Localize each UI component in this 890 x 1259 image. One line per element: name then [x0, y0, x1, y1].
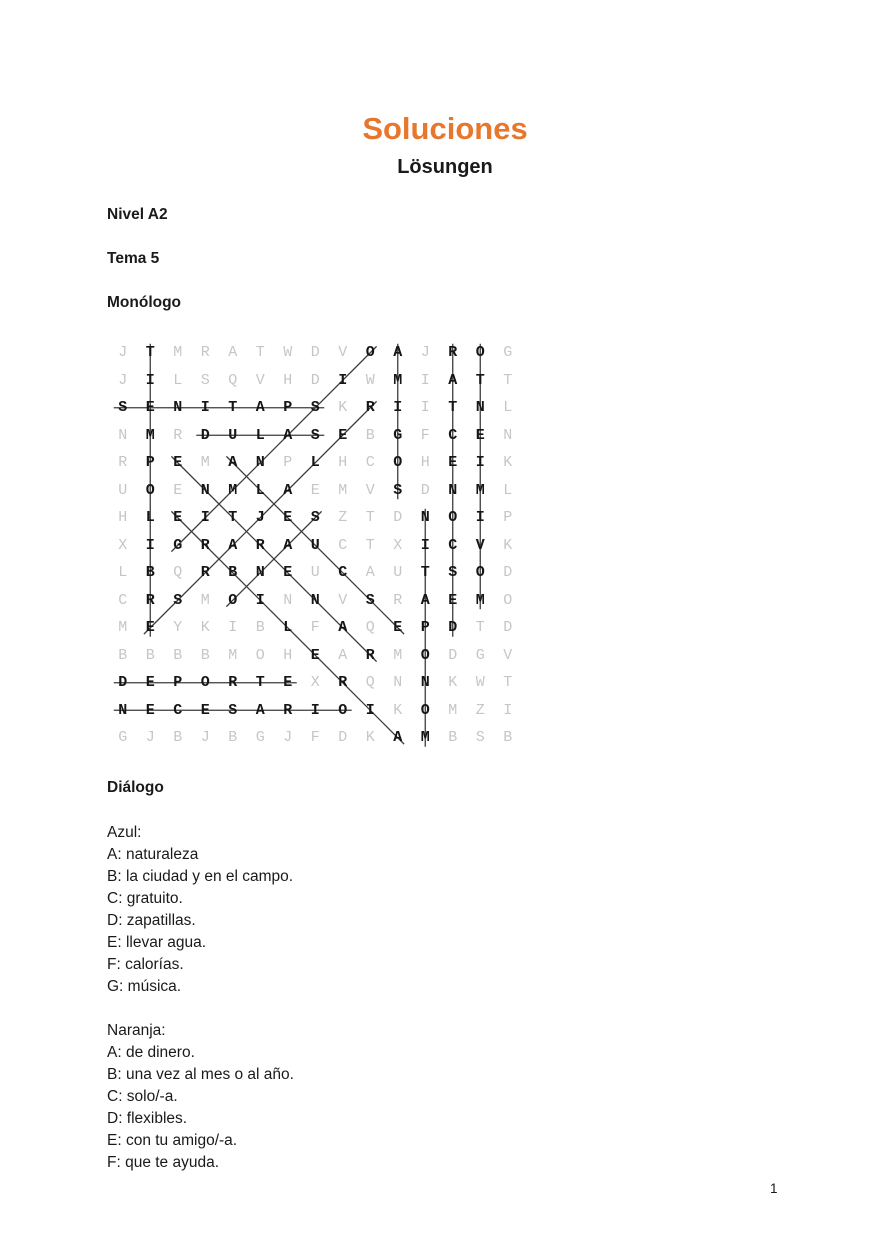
grid-letter: A: [338, 619, 348, 636]
grid-letter: B: [118, 646, 128, 664]
grid-letter: N: [420, 509, 430, 526]
grid-letter: S: [448, 564, 458, 581]
grid-letter: I: [503, 701, 513, 719]
grid-letter: E: [173, 454, 183, 471]
answer-item: D: flexibles.: [107, 1110, 188, 1127]
grid-letter: E: [283, 509, 293, 526]
grid-letter: B: [200, 646, 210, 664]
grid-letter: M: [393, 646, 403, 664]
grid-letter: O: [145, 481, 155, 499]
grid-letter: G: [173, 536, 183, 554]
grid-letter: K: [448, 674, 458, 691]
grid-letter: A: [365, 564, 375, 581]
grid-letter: P: [283, 399, 293, 416]
page-title: Soluciones: [362, 111, 528, 146]
grid-letter: B: [228, 564, 238, 581]
grid-letter: R: [338, 674, 348, 691]
grid-letter: U: [393, 564, 403, 581]
grid-letter: E: [145, 701, 155, 719]
grid-letter: E: [448, 591, 458, 609]
grid-letter: R: [200, 344, 210, 361]
grid-letter: V: [255, 371, 265, 389]
answer-item: B: una vez al mes o al año.: [107, 1066, 294, 1083]
grid-letter: V: [475, 536, 485, 554]
grid-letter: U: [310, 536, 320, 554]
grid-letter: R: [228, 674, 238, 691]
grid-letter: T: [475, 619, 485, 636]
grid-letter: L: [255, 426, 265, 444]
grid-letter: G: [475, 646, 485, 664]
grid-letter: D: [118, 674, 128, 691]
grid-letter: E: [448, 454, 458, 471]
grid-letter: A: [283, 426, 293, 444]
grid-letter: D: [448, 619, 458, 636]
grid-letter: L: [173, 371, 183, 389]
grid-letter: N: [448, 481, 458, 499]
grid-letter: B: [365, 426, 375, 444]
grid-letter: F: [420, 426, 430, 444]
grid-letter: R: [365, 646, 375, 664]
grid-letter: C: [173, 701, 183, 719]
grid-letter: M: [420, 729, 430, 746]
grid-letter: N: [173, 399, 183, 416]
grid-letter: E: [475, 426, 485, 444]
grid-letter: I: [255, 591, 265, 609]
grid-letter: B: [173, 729, 183, 746]
azul-answers: [107, 822, 293, 998]
grid-letter: L: [145, 509, 155, 526]
grid-letter: M: [475, 591, 485, 609]
answer-item: C: solo/-a.: [107, 1088, 178, 1105]
grid-letter: M: [475, 481, 485, 499]
grid-letter: O: [365, 344, 375, 361]
grid-letter: A: [283, 536, 293, 554]
grid-letter: K: [365, 729, 375, 746]
grid-letter: J: [118, 344, 128, 361]
grid-letter: L: [503, 481, 513, 499]
grid-letter: C: [448, 536, 458, 554]
grid-letter: N: [200, 481, 210, 499]
grid-letter: O: [503, 591, 513, 609]
grid-letter: H: [283, 371, 293, 389]
grid-letter: R: [448, 344, 458, 361]
grid-letter: D: [200, 426, 210, 444]
grid-letter: H: [420, 454, 430, 471]
grid-letter: L: [503, 399, 513, 416]
grid-letter: O: [228, 591, 238, 609]
grid-letter: D: [310, 371, 320, 389]
grid-letter: R: [145, 591, 155, 609]
grid-letter: O: [338, 701, 348, 719]
answer-item: G: música.: [107, 978, 182, 995]
grid-letter: R: [255, 536, 265, 554]
grid-letter: J: [420, 344, 430, 361]
grid-letter: M: [338, 481, 348, 499]
grid-letter: I: [365, 701, 375, 719]
grid-letter: L: [283, 619, 293, 636]
grid-letter: T: [503, 371, 513, 389]
grid-letter: A: [283, 481, 293, 499]
answer-item: F: calorías.: [107, 956, 184, 973]
grid-letter: D: [503, 619, 513, 636]
grid-letter: P: [420, 619, 430, 636]
answer-item: E: con tu amigo/-a.: [107, 1132, 238, 1149]
grid-letter: X: [118, 536, 128, 554]
grid-letter: E: [173, 481, 183, 499]
grid-letter: S: [365, 591, 375, 609]
grid-letter: M: [393, 371, 403, 389]
grid-letter: N: [393, 674, 403, 691]
grid-letter: I: [200, 399, 210, 416]
heading-monologo: Monólogo: [107, 294, 182, 311]
grid-letter: E: [145, 399, 155, 416]
grid-letter: A: [448, 371, 458, 389]
grid-letter: W: [283, 344, 293, 361]
grid-letter: B: [145, 564, 155, 581]
grid-letter: M: [118, 619, 128, 636]
grid-letter: J: [255, 509, 265, 526]
grid-letter: C: [448, 426, 458, 444]
grid-letter: L: [255, 481, 265, 499]
grid-letter: A: [228, 344, 238, 361]
grid-letter: V: [338, 344, 348, 361]
grid-letter: Q: [365, 619, 375, 636]
grid-letter: D: [503, 564, 513, 581]
grid-letter: N: [420, 674, 430, 691]
grid-letter: A: [338, 646, 348, 664]
grid-letter: B: [173, 646, 183, 664]
grid-letter: J: [145, 729, 155, 746]
grid-letter: Q: [173, 564, 183, 581]
grid-letter: P: [173, 674, 183, 691]
grid-letter: D: [448, 646, 458, 664]
grid-letter: J: [200, 729, 210, 746]
grid-letter: O: [200, 674, 210, 691]
grid-letter: A: [393, 729, 403, 746]
page-subtitle: Lösungen: [397, 156, 493, 178]
grid-letter: I: [145, 371, 155, 389]
heading-tema: Tema 5: [107, 250, 160, 267]
grid-letter: Z: [475, 701, 485, 719]
grid-letter: S: [310, 426, 320, 444]
answer-item: C: gratuito.: [107, 890, 183, 907]
grid-letter: O: [420, 701, 430, 719]
grid-letter: D: [393, 509, 403, 526]
grid-letter: I: [338, 371, 348, 389]
grid-letter: H: [118, 509, 128, 526]
answer-item: A: de dinero.: [107, 1044, 195, 1061]
grid-letter: A: [420, 591, 430, 609]
grid-letter: M: [200, 591, 210, 609]
grid-letter: O: [448, 509, 458, 526]
grid-letter: Z: [338, 509, 348, 526]
word-search-grid: [109, 339, 522, 752]
grid-letter: M: [145, 426, 155, 444]
grid-letter: P: [145, 454, 155, 471]
grid-letter: L: [310, 454, 320, 471]
grid-letter: R: [283, 701, 293, 719]
grid-letter: G: [393, 426, 403, 444]
grid-letter: E: [310, 646, 320, 664]
grid-letter: B: [228, 729, 238, 746]
answer-item: F: que te ayuda.: [107, 1154, 220, 1171]
grid-letter: J: [118, 371, 128, 389]
grid-letter: G: [503, 344, 513, 361]
grid-letter: S: [310, 509, 320, 526]
grid-letter: N: [283, 591, 293, 609]
grid-letter: O: [475, 344, 485, 361]
answer-item: E: llevar agua.: [107, 934, 207, 951]
grid-letter: X: [393, 536, 403, 554]
grid-letter: R: [200, 536, 210, 554]
grid-letter: I: [228, 619, 238, 636]
grid-letter: F: [310, 729, 320, 746]
grid-letter: Y: [173, 619, 183, 636]
grid-letter: I: [393, 399, 403, 416]
page-number: 1: [770, 1181, 778, 1196]
grid-letter: Q: [228, 371, 238, 389]
grid-letter: O: [420, 646, 430, 664]
grid-letter: E: [283, 564, 293, 581]
grid-letter: S: [228, 701, 238, 719]
grid-letter: M: [228, 646, 238, 664]
grid-letter: U: [228, 426, 238, 444]
grid-letter: K: [503, 536, 513, 554]
grid-letter: J: [283, 729, 293, 746]
grid-letter: X: [310, 674, 320, 691]
grid-letter: G: [255, 729, 265, 746]
answer-item: B: la ciudad y en el campo.: [107, 868, 294, 885]
grid-letter: T: [228, 509, 238, 526]
grid-letter: T: [365, 536, 375, 554]
answer-item: A: naturaleza: [107, 846, 199, 863]
grid-letter: G: [118, 729, 128, 746]
grid-letter: T: [145, 344, 155, 361]
grid-letter: K: [338, 399, 348, 416]
grid-letter: I: [420, 536, 430, 554]
grid-letter: I: [475, 454, 485, 471]
grid-letter: R: [393, 591, 403, 609]
grid-letter: N: [118, 701, 128, 719]
grid-letter: C: [118, 591, 128, 609]
grid-letter: E: [338, 426, 348, 444]
grid-letter: B: [255, 619, 265, 636]
grid-letter: C: [338, 564, 348, 581]
grid-letter: E: [145, 674, 155, 691]
heading-nivel: Nivel A2: [107, 206, 168, 223]
grid-letter: V: [338, 591, 348, 609]
grid-letter: P: [283, 454, 293, 471]
grid-letter: U: [118, 481, 128, 499]
grid-letter: E: [200, 701, 210, 719]
grid-letter: E: [283, 674, 293, 691]
grid-letter: A: [393, 344, 403, 361]
grid-letter: R: [365, 399, 375, 416]
grid-letter: R: [173, 426, 183, 444]
grid-letter: T: [228, 399, 238, 416]
grid-letter: W: [475, 674, 485, 691]
azul-label: Azul:: [107, 824, 142, 841]
grid-letter: E: [145, 619, 155, 636]
grid-letter: T: [475, 371, 485, 389]
grid-letter: L: [118, 564, 128, 581]
grid-letter: O: [255, 646, 265, 664]
grid-letter: I: [310, 701, 320, 719]
grid-letter: A: [228, 454, 238, 471]
grid-letter: K: [200, 619, 210, 636]
grid-letter: T: [255, 344, 265, 361]
grid-letter: D: [420, 481, 430, 499]
grid-letter: F: [310, 619, 320, 636]
answer-item: D: zapatillas.: [107, 912, 196, 929]
grid-letter: A: [228, 536, 238, 554]
grid-letter: S: [475, 729, 485, 746]
grid-letter: N: [475, 399, 485, 416]
grid-letter: T: [503, 674, 513, 691]
grid-letter: O: [393, 454, 403, 471]
grid-letter: T: [365, 509, 375, 526]
grid-letter: N: [255, 564, 265, 581]
grid-letter: E: [310, 481, 320, 499]
grid-letter: R: [200, 564, 210, 581]
grid-letter: N: [255, 454, 265, 471]
grid-letter: N: [118, 426, 128, 444]
grid-letter: M: [200, 454, 210, 471]
grid-letter: H: [338, 454, 348, 471]
grid-letter: I: [475, 509, 485, 526]
grid-letter: S: [200, 371, 210, 389]
grid-letter: I: [200, 509, 210, 526]
grid-letter: I: [145, 536, 155, 554]
grid-letter: I: [420, 399, 430, 416]
grid-letter: D: [310, 344, 320, 361]
grid-letter: W: [365, 371, 375, 389]
grid-letter: M: [173, 344, 183, 361]
grid-letter: M: [448, 701, 458, 719]
grid-letter: E: [393, 619, 403, 636]
grid-letter: K: [503, 454, 513, 471]
heading-dialogo: Diálogo: [107, 779, 164, 796]
grid-letter: E: [173, 509, 183, 526]
grid-letter: V: [503, 646, 513, 664]
grid-letter: D: [338, 729, 348, 746]
grid-letter: S: [118, 399, 128, 416]
grid-letter: A: [255, 701, 265, 719]
grid-letter: Q: [365, 674, 375, 691]
naranja-answers: [107, 1020, 294, 1174]
naranja-label: Naranja:: [107, 1022, 166, 1039]
grid-letter: T: [448, 399, 458, 416]
grid-letter: N: [503, 426, 513, 444]
grid-letter: B: [503, 729, 513, 746]
grid-letter: T: [255, 674, 265, 691]
grid-letter: C: [365, 454, 375, 471]
grid-letter: R: [118, 454, 128, 471]
grid-letter: O: [475, 564, 485, 581]
grid-letter: C: [338, 536, 348, 554]
grid-letter: T: [420, 564, 430, 581]
grid-letter: P: [503, 509, 513, 526]
grid-letter: U: [310, 564, 320, 581]
grid-letter: S: [393, 481, 403, 499]
grid-letter: S: [310, 399, 320, 416]
grid-letter: A: [255, 399, 265, 416]
grid-letter: K: [393, 701, 403, 719]
grid-letter: B: [448, 729, 458, 746]
grid-letter: N: [310, 591, 320, 609]
grid-letter: B: [145, 646, 155, 664]
grid-letter: V: [365, 481, 375, 499]
grid-letter: I: [420, 371, 430, 389]
grid-letter: M: [228, 481, 238, 499]
grid-letter: H: [283, 646, 293, 664]
grid-letter: S: [173, 591, 183, 609]
